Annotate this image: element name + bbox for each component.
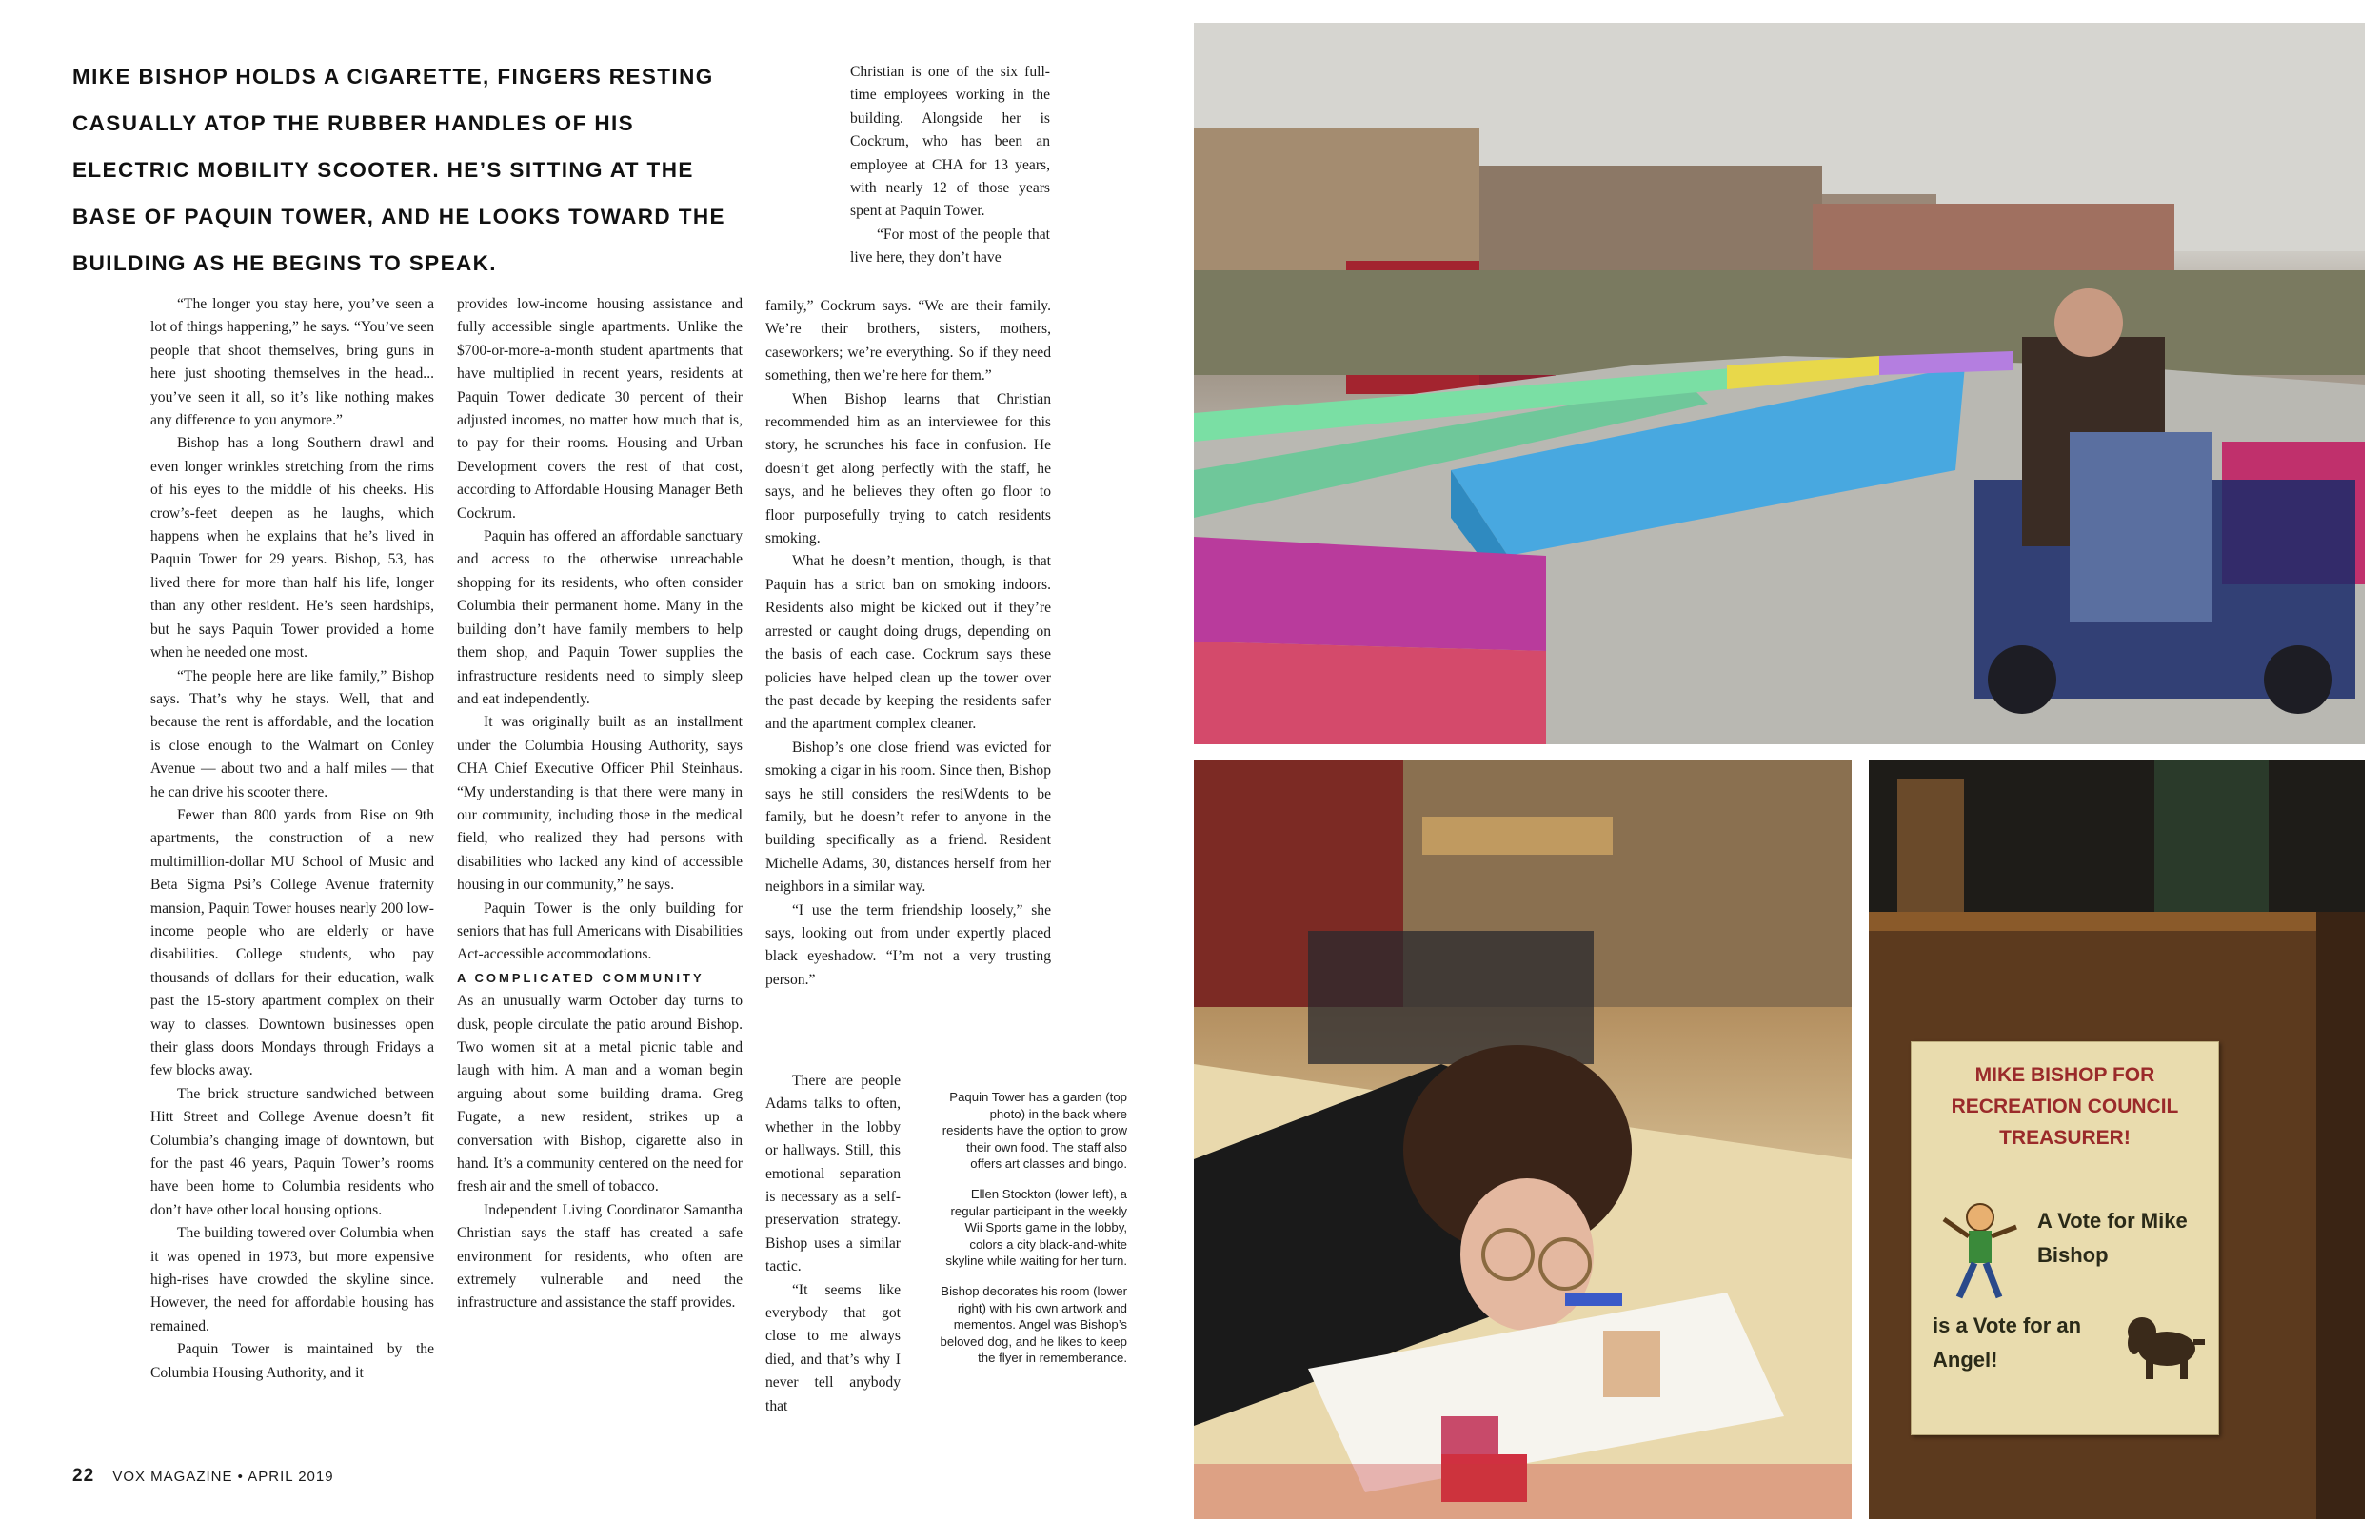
paragraph: provides low-income housing assistance and fully accessible single apartments. Unlike the $700-or-more-a-month student apartments that have multiplied in recent years, residents at Paquin Tower dedicate 30 percent of their adjusted incomes, no matter how much that is, to pay for their rooms. Housing and Urban Development covers the rest of that cost, according to Affordable Housing Manager Beth Cockrum.: [457, 296, 743, 522]
ellen-coloring-photo: [1194, 760, 1852, 1519]
paragraph: As an unusually warm October day turns to dusk, people circulate the patio around Bishop. Two women sit at a metal picnic table and laugh with him. A man and a woman begin arguing about some building drama. Greg Fugate, a new resident, strikes up a conversation with Bishop, cigarette also in hand. It’s a community centered on the need for fresh air and the smell of tobacco.: [457, 993, 743, 1195]
section-subhead: A COMPLICATED COMMUNITY: [457, 970, 704, 985]
publication-line: VOX MAGAZINE • APRIL 2019: [112, 1469, 334, 1485]
paragraph: “For most of the people that live here, they don’t have: [850, 226, 1050, 267]
paragraph: Paquin has offered an affordable sanctuary and access to the otherwise unreachable shopping for its residents, who often consider Columbia their permanent home. Many in the building don’t have family members to help them shop, and Paquin Tower supplies the infrastructure residents need to simply sleep and eat independently.: [457, 528, 743, 707]
paragraph: Fewer than 800 yards from Rise on 9th apartments, the construction of a new multimillion-dollar MU School of Music and Beta Sigma Psi’s College Avenue fraternity mansion, Paquin Tower houses nearly 200 low-income people who are elderly or have disabilities. College students, who pay thousands of dollars for their education, walk past the 15-story apartment complex on their way to classes. Downtown businesses open their glass doors Mondays through Fridays a few blocks away.: [150, 806, 434, 1079]
body-column-3-top: [850, 61, 1050, 270]
campaign-flyer: [1911, 1041, 2219, 1435]
paragraph: When Bishop learns that Christian recommended him as an interviewee for this story, he scrunches his face in confusion. He doesn’t get along perfectly with the staff, he says, and he believes they often go floor to floor purposefully trying to catch residents smoking.: [765, 390, 1051, 547]
flyer-heading: MIKE BISHOP FOR RECREATION COUNCIL TREASURER!: [1951, 1064, 2179, 1149]
body-column-3-narrow: [765, 1070, 901, 1418]
cartoon-figure-icon: [1936, 1198, 2022, 1303]
paragraph: The brick structure sandwiched between Hitt Street and College Avenue doesn’t fit Columbia’s changing image of downtown, but for the past 46 years, Paquin Tower’s rooms have been home to Columbia residents who don’t have other local housing options.: [150, 1085, 434, 1218]
paragraph: Bishop has a long Southern drawl and even longer wrinkles stretching from the rims of his eyes to the middle of his cheeks. His crow’s-feet deepen as he laughs, which happens when he explains that he’s lived in Paquin Tower for 29 years. Bishop, 53, has lived there for more than half his life, longer than any other resident. He’s seen hardships, but he says Paquin Tower provided a home when he needed one most.: [150, 435, 434, 661]
body-column-1: [150, 293, 434, 1385]
flyer-vote-text: A Vote for Mike Bishop: [2037, 1209, 2188, 1267]
page-footer: [72, 1466, 334, 1487]
photo-captions: [937, 1089, 1127, 1380]
flyer-angel-text: is a Vote for an Angel!: [1933, 1313, 2082, 1372]
paragraph: family,” Cockrum says. “We are their family. We’re their brothers, sisters, mothers, caseworkers; we’re everything. So if they need something, then we’re here for them.”: [765, 298, 1051, 385]
paragraph: Paquin Tower is the only building for seniors that has full Americans with Disabilities Act-accessible accommodations.: [457, 899, 743, 963]
garden-scene-illustration: [1194, 23, 2365, 744]
paragraph: Paquin Tower is maintained by the Columbia Housing Authority, and it: [150, 1341, 434, 1381]
paragraph: Bishop’s one close friend was evicted for smoking a cigar in his room. Since then, Bishop says he still considers the resiWdents to be family, but he doesn’t refer to anyone in the building specifically as a friend. Resident Michelle Adams, 30, distances herself from her neighbors in a similar way.: [765, 739, 1051, 896]
body-column-2: [457, 293, 743, 1315]
body-column-3: [765, 295, 1051, 992]
paragraph: There are people Adams talks to often, whether in the lobby or hallways. Still, this emotional separation is necessary as a self-preservation strategy. Bishop uses a similar tactic.: [765, 1073, 901, 1275]
paragraph: The building towered over Columbia when it was opened in 1973, but more expensive high-rises have crowded the skyline since. However, the need for affordable housing has remained.: [150, 1225, 434, 1334]
caption-bishop-room: Bishop decorates his room (lower right) with his own artwork and mementos. Angel was Bishop’s beloved dog, and he likes to keep the flyer in rememberance.: [940, 1283, 1127, 1366]
lead-paragraph: MIKE BISHOP HOLDS A CIGARETTE, FINGERS RESTING CASUALLY ATOP THE RUBBER HANDLES OF HIS ELECTRIC MOBILITY SCOOTER. HE’S SITTING AT THE BASE OF PAQUIN TOWER, AND HE LOOKS TOWARD THE BUILDING AS HE BEGINS TO SPEAK.: [72, 65, 725, 275]
paragraph: What he doesn’t mention, though, is that Paquin has a strict ban on smoking indoors. Residents also might be kicked out if they’re arrested or caught doing drugs, depending on the basis of each case. Cockrum says these policies have helped clean up the tower over the past decade by keeping the residents safer and the apartment complex cleaner.: [765, 553, 1051, 733]
paragraph: “It seems like everybody that got close to me always died, and that’s why I never tell anybody that: [765, 1281, 901, 1414]
page-number: 22: [72, 1466, 95, 1486]
paragraph: It was originally built as an installment under the Columbia Housing Authority, says CHA Chief Executive Officer Phil Steinhaus. “My understanding is that there were many in our community, including those in the medical field, who realized they had persons with disabilities who lacked any kind of accessible housing in our community,” he says.: [457, 714, 743, 894]
paragraph: “The people here are like family,” Bishop says. That’s why he stays. Well, that and because the rent is affordable, and the location is close enough to the Walmart on Conley Avenue — about two and a half miles — that he can drive his scooter there.: [150, 667, 434, 800]
paragraph: “The longer you stay here, you’ve seen a lot of things happening,” he says. “You’ve seen people that shoot themselves, bring guns in here just shooting themselves in the head... you’ve seen it all, so it’s like nothing makes any difference to you anymore.”: [150, 296, 434, 429]
paragraph: Independent Living Coordinator Samantha Christian says the staff has created a safe environment for residents, who often are extremely vulnerable and need the infrastructure and assistance the staff provides.: [457, 1201, 743, 1312]
caption-ellen: Ellen Stockton (lower left), a regular participant in the weekly Wii Sports game in the lobby, colors a city black-and-white skyline while waiting for her turn.: [945, 1186, 1127, 1269]
dog-silhouette-icon: [2121, 1307, 2207, 1383]
paragraph: “I use the term friendship loosely,” she says, looking out from under expertly placed black eyeshadow. “I’m not a very trusting person.”: [765, 901, 1051, 988]
paragraph: Christian is one of the six full-time employees working in the building. Alongside her is Cockrum, who has been an employee at CHA for 13 years, with nearly 12 of those years spent at Paquin Tower.: [850, 64, 1050, 220]
caption-garden: Paquin Tower has a garden (top photo) in the back where residents have the option to grow their own food. The staff also offers art classes and bingo.: [942, 1090, 1127, 1172]
garden-photo: [1194, 23, 2365, 744]
coloring-scene-illustration: [1194, 760, 1852, 1519]
